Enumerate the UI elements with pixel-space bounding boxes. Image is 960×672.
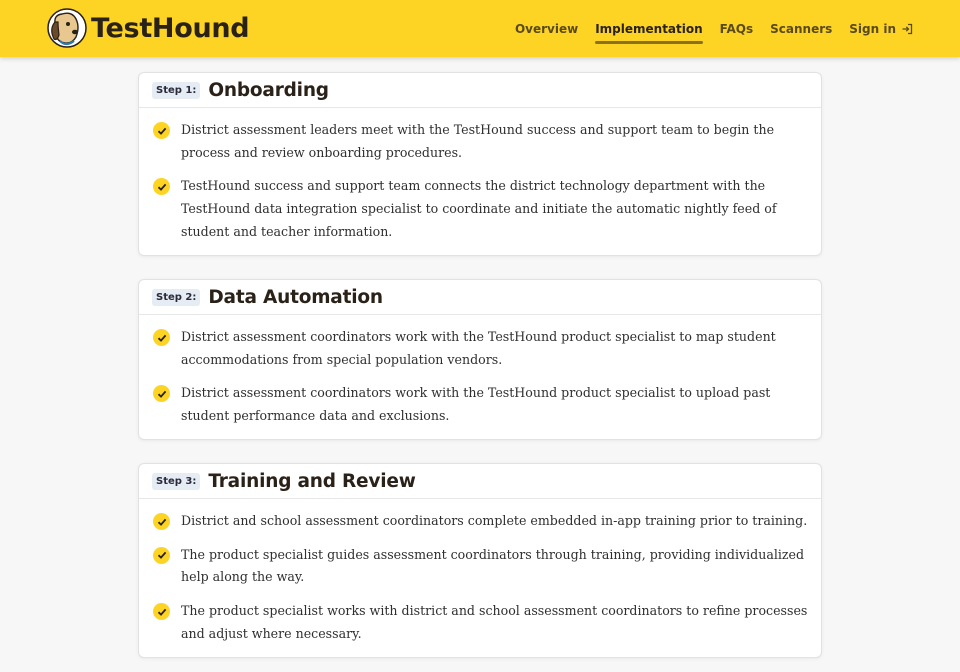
hound-logo-icon bbox=[46, 7, 88, 49]
sign-in-icon bbox=[901, 23, 913, 35]
step-card-data-automation bbox=[138, 279, 822, 440]
step-items bbox=[139, 499, 821, 646]
check-circle-icon bbox=[153, 178, 170, 195]
list-item bbox=[153, 600, 809, 645]
step-title: Training and Review bbox=[208, 470, 416, 492]
nav-sign-in[interactable] bbox=[849, 16, 913, 42]
nav-sign-in-label: Sign in bbox=[849, 21, 896, 36]
step-title: Data Automation bbox=[208, 286, 383, 308]
list-item bbox=[153, 326, 809, 371]
site-header bbox=[0, 0, 960, 57]
list-item bbox=[153, 544, 809, 589]
list-item-text: District assessment leaders meet with the TestHound success and support team to begin the process and review onboarding procedures. bbox=[181, 122, 775, 160]
nav-implementation-label: Implementation bbox=[595, 21, 703, 36]
step-badge: Step 1: bbox=[152, 82, 200, 99]
brand-logo[interactable] bbox=[46, 7, 249, 49]
step-title: Onboarding bbox=[208, 79, 329, 101]
step-card-header bbox=[139, 464, 821, 499]
list-item bbox=[153, 175, 809, 243]
brand-name: TestHound bbox=[91, 12, 250, 44]
nav-scanners[interactable] bbox=[770, 16, 832, 42]
step-card-header bbox=[139, 280, 821, 315]
list-item bbox=[153, 382, 809, 427]
list-item bbox=[153, 119, 809, 164]
check-circle-icon bbox=[153, 329, 170, 346]
check-circle-icon bbox=[153, 547, 170, 564]
list-item-text: District assessment coordinators work with the TestHound product specialist to map student accommodations from special population vendors. bbox=[181, 329, 776, 367]
step-card-onboarding bbox=[138, 72, 822, 256]
step-card-header bbox=[139, 73, 821, 108]
nav-overview-label: Overview bbox=[514, 21, 579, 36]
step-items bbox=[139, 315, 821, 428]
step-items bbox=[139, 108, 821, 244]
check-circle-icon bbox=[153, 603, 170, 620]
step-badge: Step 3: bbox=[152, 473, 200, 490]
check-circle-icon bbox=[153, 122, 170, 139]
list-item-text: The product specialist guides assessment coordinators through training, providing individualized help along the way. bbox=[181, 546, 805, 585]
nav-overview[interactable] bbox=[515, 16, 578, 42]
step-badge: Step 2: bbox=[152, 289, 200, 306]
list-item-text: The product specialist works with district and school assessment coordinators to refine processes and adjust where necessary. bbox=[181, 603, 808, 641]
list-item-text: District assessment coordinators work with the TestHound product specialist to upload past student performance data and exclusions. bbox=[181, 385, 771, 424]
nav-scanners-label: Scanners bbox=[770, 21, 833, 36]
list-item-text: TestHound success and support team connects the district technology department with the TestHound data integration specialist to coordinate and initiate the automatic nightly feed of student and teacher information. bbox=[181, 178, 777, 239]
check-circle-icon bbox=[153, 385, 170, 402]
list-item bbox=[153, 510, 809, 533]
check-circle-icon bbox=[153, 513, 170, 530]
list-item-text: District and school assessment coordinators complete embedded in-app training prior to training. bbox=[181, 513, 808, 528]
step-card-training-review bbox=[138, 463, 822, 658]
nav-faqs[interactable] bbox=[720, 16, 753, 42]
main-nav bbox=[498, 0, 913, 57]
nav-implementation[interactable] bbox=[595, 16, 702, 42]
nav-faqs-label: FAQs bbox=[719, 21, 754, 36]
